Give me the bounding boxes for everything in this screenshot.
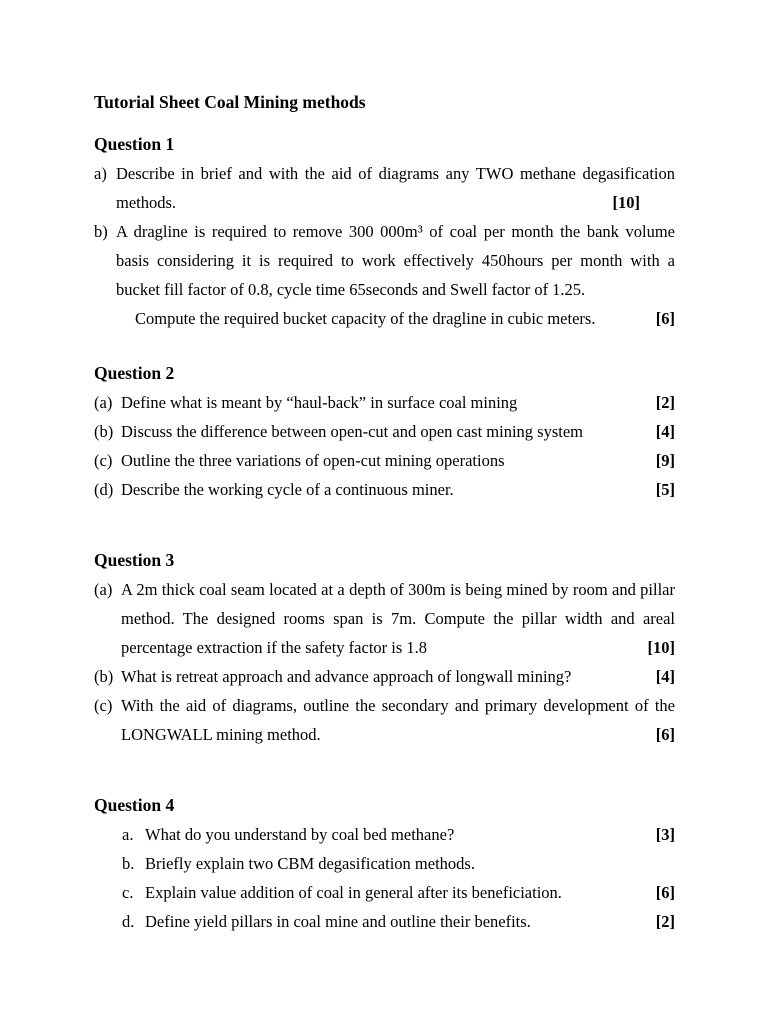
question-3-item-c — [94, 691, 675, 749]
item-marks: [4] — [655, 422, 675, 441]
question-1-section — [94, 130, 675, 333]
question-2-section — [94, 359, 675, 504]
item-marks: [3] — [655, 825, 675, 844]
item-text: What is retreat approach and advance approach of longwall mining? — [121, 667, 572, 686]
question-3-item-a — [94, 575, 675, 662]
item-followup-text: Compute the required bucket capacity of the dragline in cubic meters. — [135, 309, 596, 328]
item-text: Describe the working cycle of a continuous miner. — [121, 480, 454, 499]
item-marks: [6] — [655, 883, 675, 902]
item-text: A 2m thick coal seam located at a depth of 300m is being mined by room and pillar method. The designed rooms span is 7m. Compute the pillar width and areal percentage extraction if the safety factor is 1.8 — [121, 580, 675, 657]
item-marks: [10] — [647, 638, 675, 657]
item-text: Briefly explain two CBM degasification methods. — [145, 854, 475, 873]
item-label: b) — [94, 222, 108, 241]
question-2-heading: Question 2 — [94, 363, 175, 383]
question-3-heading: Question 3 — [94, 550, 175, 570]
item-label: a. — [122, 825, 134, 844]
question-3-section — [94, 546, 675, 749]
item-marks: [2] — [655, 393, 675, 412]
question-4-section — [94, 791, 675, 936]
question-3-item-b — [94, 662, 675, 691]
question-4-item-d — [94, 907, 675, 936]
document-title: Tutorial Sheet Coal Mining methods — [94, 92, 366, 112]
item-label: c. — [122, 883, 134, 902]
item-text: Define yield pillars in coal mine and outline their benefits. — [145, 912, 531, 931]
question-4-item-b — [94, 849, 675, 878]
item-text: What do you understand by coal bed methane? — [145, 825, 455, 844]
item-label: (a) — [94, 393, 113, 412]
question-2-item-a — [94, 388, 675, 417]
question-2-item-d — [94, 475, 675, 504]
item-label: (b) — [94, 667, 114, 686]
item-marks: [4] — [655, 667, 675, 686]
item-marks: [2] — [655, 912, 675, 931]
item-followup-line — [116, 304, 675, 333]
question-4-heading: Question 4 — [94, 795, 175, 815]
item-text: Explain value addition of coal in general after its beneficiation. — [145, 883, 562, 902]
item-label: (a) — [94, 580, 113, 599]
item-text: Discuss the difference between open-cut and open cast mining system — [121, 422, 584, 441]
item-label: b. — [122, 854, 135, 873]
item-marks: [9] — [655, 451, 675, 470]
item-label: (d) — [94, 480, 114, 499]
item-text: With the aid of diagrams, outline the secondary and primary development of the LONGWALL mining method. — [121, 696, 675, 744]
item-text: Describe in brief and with the aid of diagrams any TWO methane degasification methods. — [116, 164, 675, 212]
item-marks: [6] — [655, 725, 675, 744]
item-marks: [5] — [655, 480, 675, 499]
item-text: Define what is meant by “haul-back” in surface coal mining — [121, 393, 518, 412]
item-label: (c) — [94, 696, 113, 715]
item-text: A dragline is required to remove 300 000m³ of coal per month the bank volume basis considering it is required to work effectively 450hours per month with a bucket fill factor of 0.8, cycle time 65seconds and Swell factor of 1.25. — [116, 222, 675, 299]
item-label: (c) — [94, 451, 113, 470]
item-text: Outline the three variations of open-cut mining operations — [121, 451, 505, 470]
question-2-item-c — [94, 446, 675, 475]
question-1-item-b — [94, 217, 675, 333]
item-marks: [6] — [655, 309, 675, 328]
item-label: a) — [94, 164, 107, 183]
question-1-heading: Question 1 — [94, 134, 175, 154]
item-marks: [10] — [612, 193, 640, 212]
question-1-item-a — [94, 159, 675, 217]
question-4-item-a — [94, 820, 675, 849]
question-2-item-b — [94, 417, 675, 446]
item-label: d. — [122, 912, 135, 931]
question-4-item-c — [94, 878, 675, 907]
item-label: (b) — [94, 422, 114, 441]
